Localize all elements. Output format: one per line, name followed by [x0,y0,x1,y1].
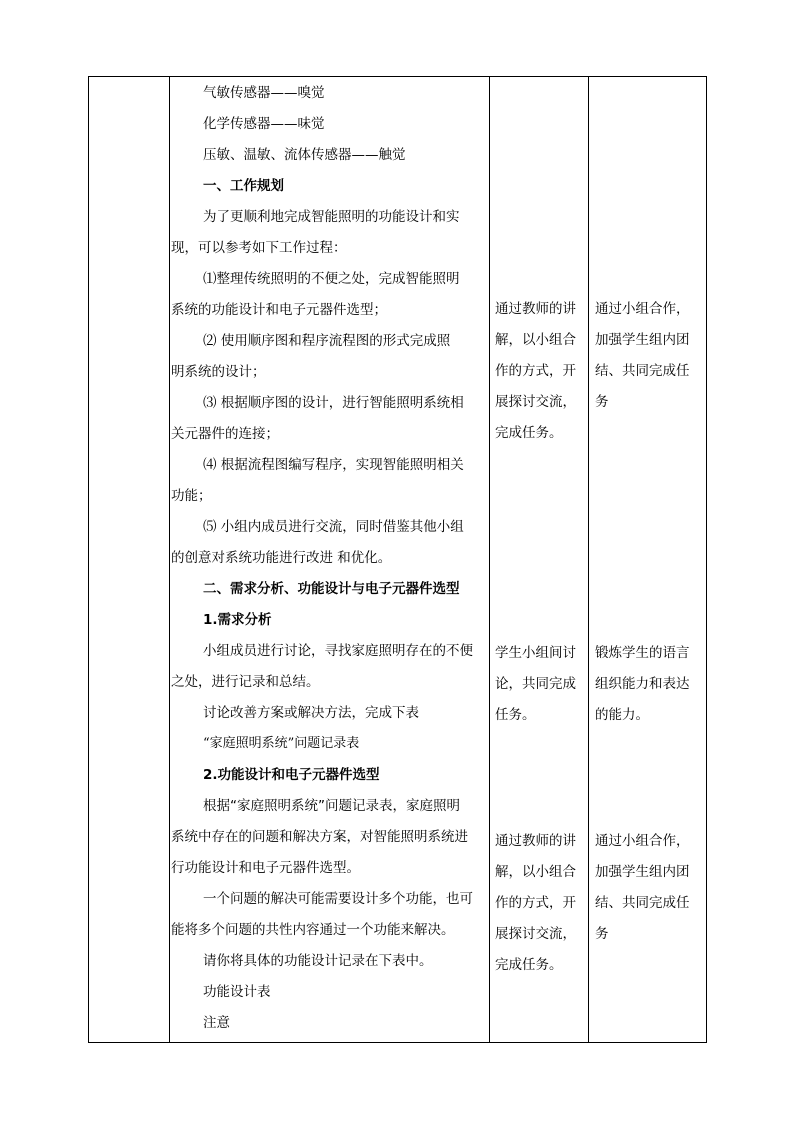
content-line: 行功能设计和电子元器件选型。 [171,860,360,876]
teacher-activity-line: 通过教师的讲 [495,833,576,849]
content-line: ⑶ 根据顺序图的设计，进行智能照明系统相 [203,395,464,411]
teacher-activity-line: 完成任务。 [495,957,563,973]
column-divider [588,77,589,1042]
teacher-activity-line: 解，以小组合 [495,864,576,880]
design-intent-line: 通过小组合作， [595,301,690,317]
teacher-activity-line: 展探讨交流， [495,926,576,942]
subsection-heading: 2.功能设计和电子元器件选型 [203,767,380,783]
content-line: 请你将具体的功能设计记录在下表中。 [203,953,433,969]
content-line: 关元器件的连接； [171,426,279,442]
column-divider [489,77,490,1042]
content-line: 注意 [203,1015,230,1031]
section-heading: 二、需求分析、功能设计与电子元器件选型 [203,581,460,597]
teacher-activity-line: 展探讨交流， [495,394,576,410]
content-line: 明系统的设计； [171,364,266,380]
teacher-activity-line: 作的方式，开 [495,363,576,379]
teacher-activity-line: 作的方式，开 [495,895,576,911]
content-line: 的创意对系统功能进行改进 和优化。 [171,550,392,566]
design-intent-line: 的能力。 [595,707,649,723]
teacher-activity-line: 解，以小组合 [495,332,576,348]
teacher-activity-line: 学生小组间讨 [495,645,576,661]
content-line: 化学传感器——味觉 [203,116,325,132]
design-intent-line: 组织能力和表达 [595,676,690,692]
design-intent-line: 结、共同完成任 [595,895,690,911]
content-line: 现，可以参考如下工作过程： [171,240,347,256]
content-line: 功能； [171,488,212,504]
design-intent-line: 加强学生组内团 [595,332,690,348]
content-line: 能将多个问题的共性内容通过一个功能来解决。 [171,922,455,938]
design-intent-line: 加强学生组内团 [595,864,690,880]
content-line: 功能设计表 [203,984,271,1000]
teacher-activity-line: 完成任务。 [495,425,563,441]
content-line: 一个问题的解决可能需要设计多个功能，也可 [203,891,473,907]
subsection-heading: 1.需求分析 [203,612,272,628]
content-line: 为了更顺利地完成智能照明的功能设计和实 [203,209,460,225]
table-caption: “家庭照明系统”问题记录表 [203,736,360,751]
design-intent-line: 务 [595,394,609,410]
content-line: ⑵ 使用顺序图和程序流程图的形式完成照 [203,333,451,349]
column-divider [169,77,170,1042]
content-line: 小组成员进行讨论，寻找家庭照明存在的不便 [203,643,473,659]
content-line: 系统中存在的问题和解决方案，对智能照明系统进 [171,829,468,845]
design-intent-line: 锻炼学生的语言 [595,645,690,661]
teacher-activity-line: 通过教师的讲 [495,301,576,317]
lesson-plan-table [88,76,707,1043]
content-line: ⑷ 根据流程图编写程序，实现智能照明相关 [203,457,464,473]
design-intent-line: 结、共同完成任 [595,363,690,379]
content-line: 压敏、温敏、流体传感器——触觉 [203,147,406,163]
content-line: ⑸ 小组内成员进行交流，同时借鉴其他小组 [203,519,464,535]
content-line: 气敏传感器——嗅觉 [203,85,325,101]
design-intent-line: 通过小组合作， [595,833,690,849]
content-line: 之处，进行记录和总结。 [171,674,320,690]
content-line: 根据“家庭照明系统”问题记录表，家庭照明 [203,798,460,814]
design-intent-line: 务 [595,926,609,942]
teacher-activity-line: 任务。 [495,707,536,723]
content-line: 讨论改善方案或解决方法，完成下表 [203,705,419,721]
content-line: ⑴整理传统照明的不便之处，完成智能照明 [203,271,460,287]
teacher-activity-line: 论，共同完成 [495,676,576,692]
content-line: 系统的功能设计和电子元器件选型； [171,302,387,318]
section-heading: 一、工作规划 [203,178,284,194]
